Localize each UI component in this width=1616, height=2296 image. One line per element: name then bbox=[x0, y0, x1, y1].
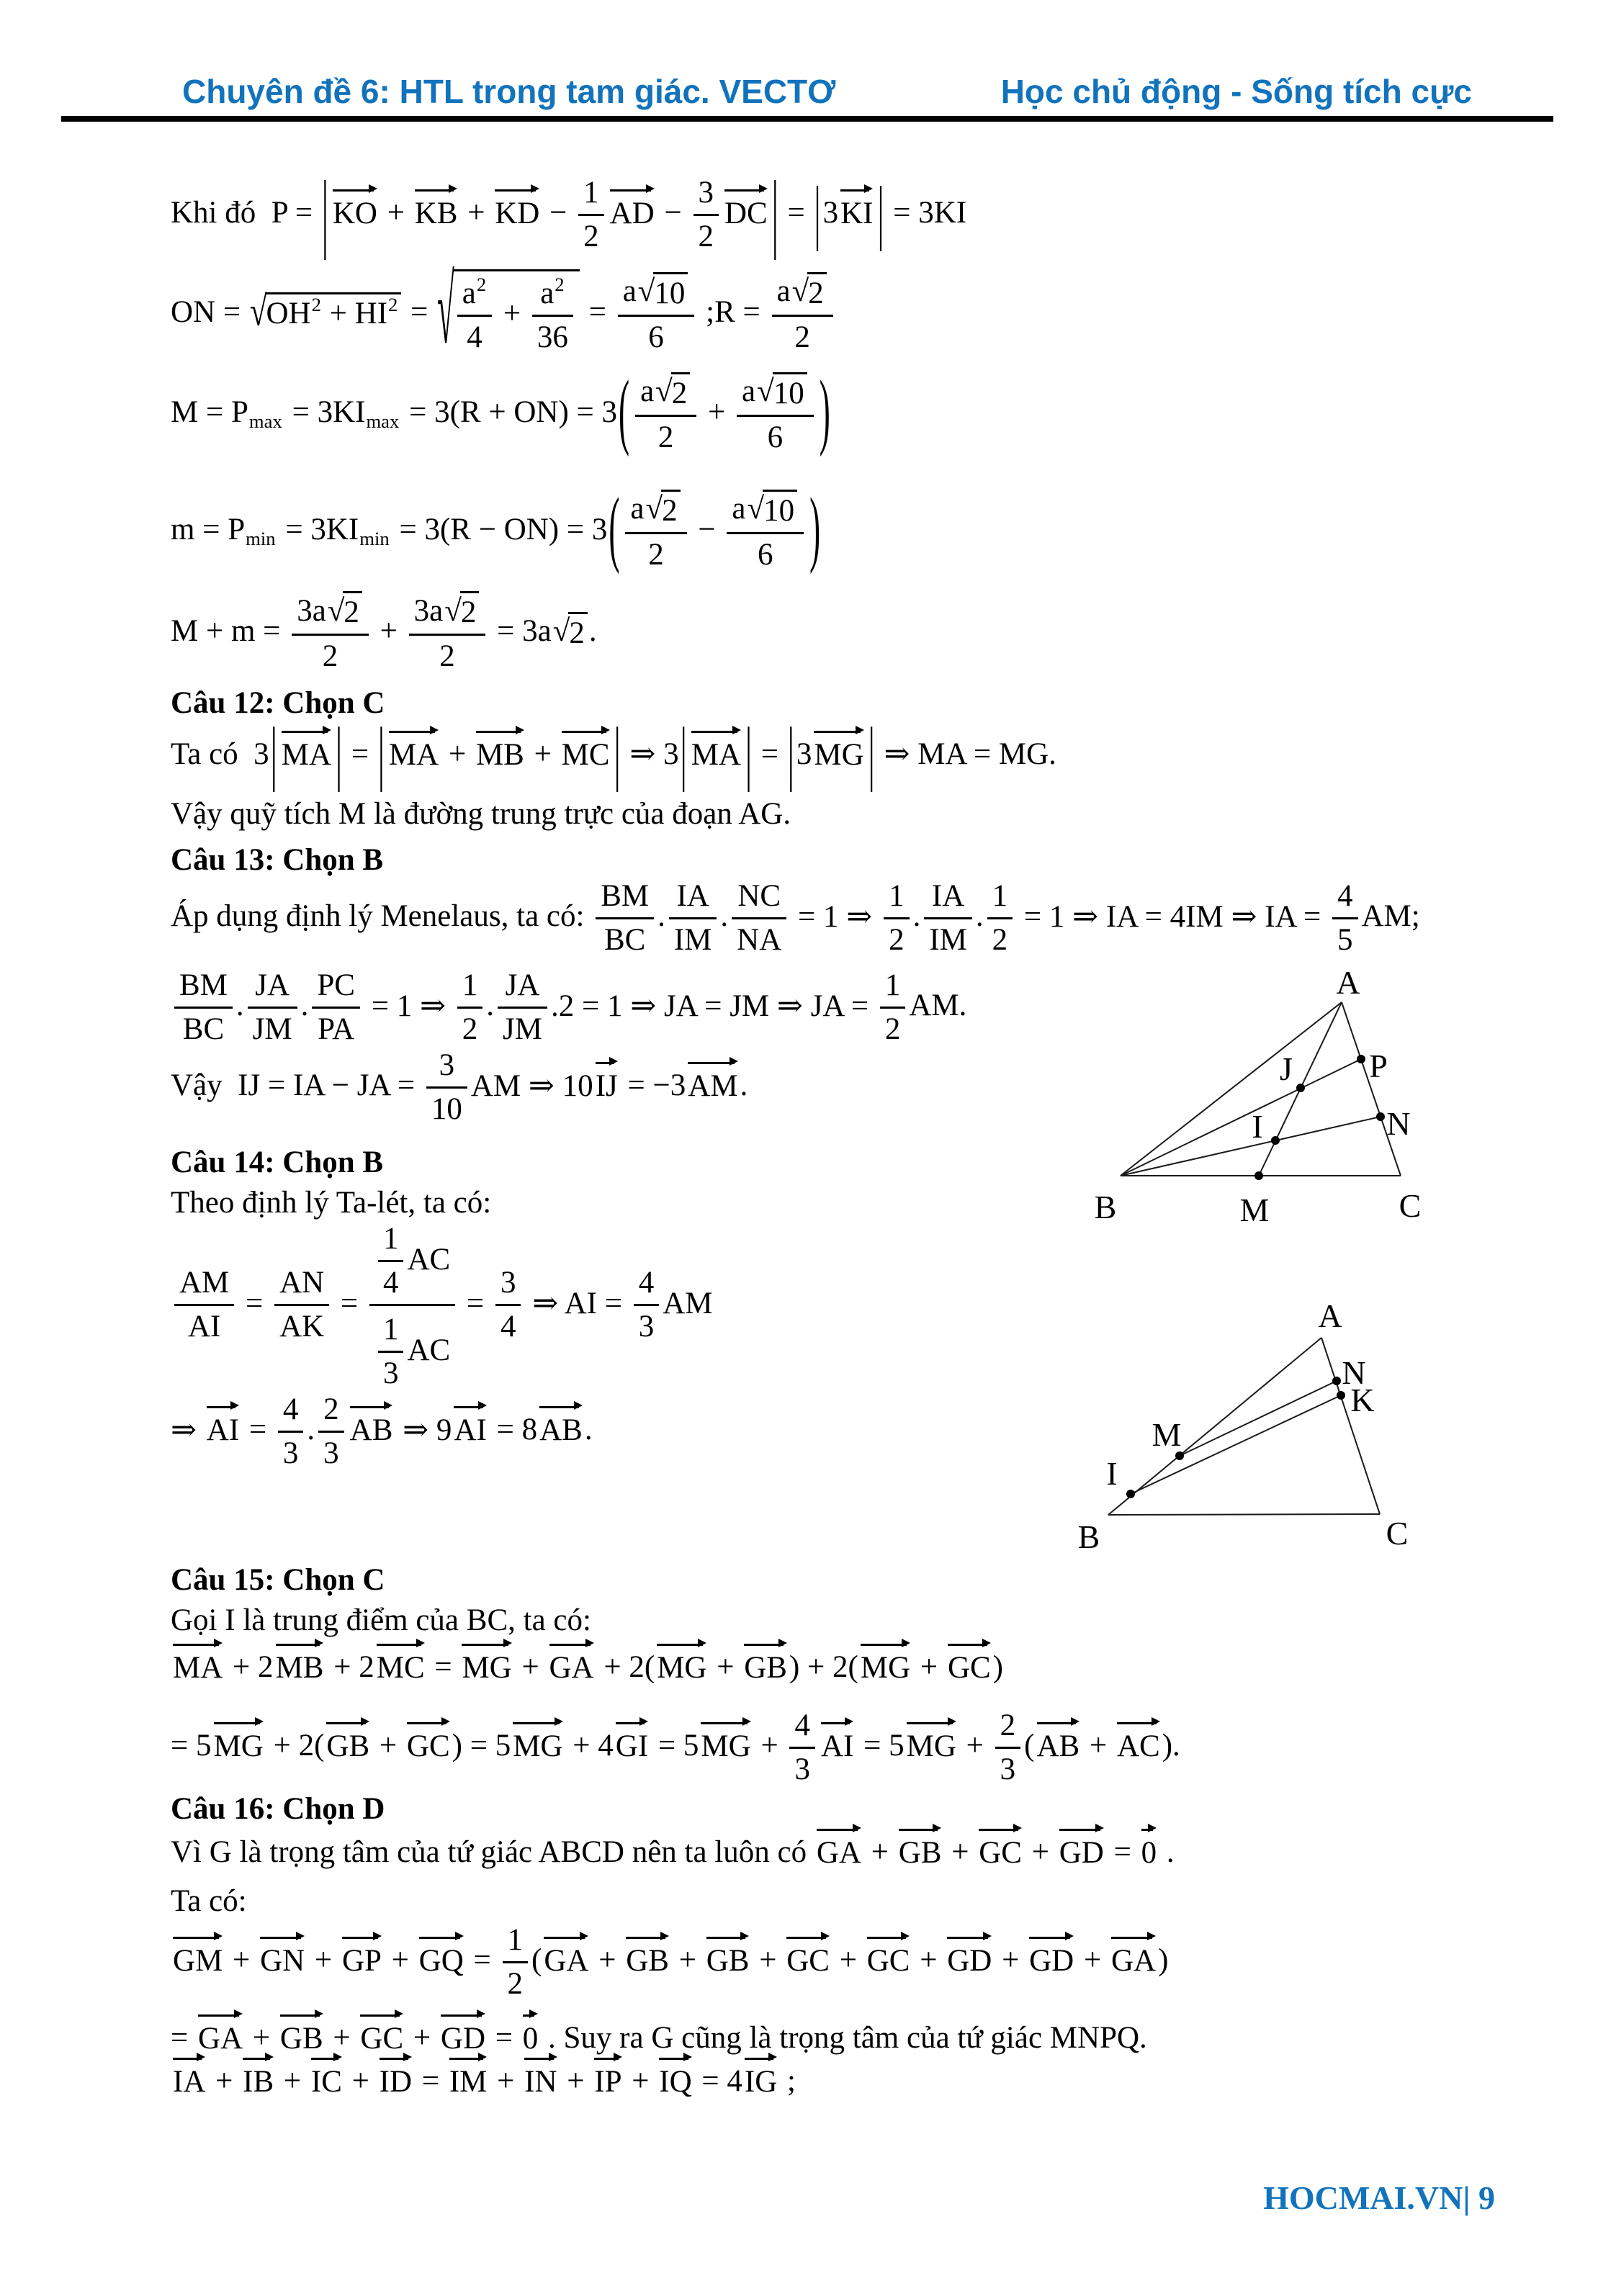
point-label-I: I bbox=[1252, 1108, 1263, 1145]
segment-BA bbox=[1108, 1338, 1321, 1515]
text-line: Gọi I là trung điểm của BC, ta có: bbox=[171, 1603, 591, 1637]
point-dot-I bbox=[1271, 1136, 1280, 1145]
point-dot-K bbox=[1337, 1391, 1345, 1400]
math-line: M + m = 3a √ 2 2 + 3a √ 2 2 = 3a √ 2 . bbox=[171, 579, 597, 683]
segment-MN bbox=[1180, 1381, 1337, 1456]
cau13-triangle-figure bbox=[1059, 943, 1520, 1231]
point-dot-J bbox=[1296, 1084, 1305, 1092]
point-dot-P bbox=[1357, 1055, 1365, 1063]
segment-BC bbox=[1108, 1514, 1380, 1515]
page-header bbox=[182, 75, 1472, 108]
question-heading: Câu 14: Chọn B bbox=[171, 1145, 384, 1179]
point-label-C: C bbox=[1386, 1515, 1409, 1552]
cau14-triangle-figure bbox=[1051, 1289, 1455, 1577]
point-dot-N bbox=[1376, 1112, 1385, 1121]
page-footer bbox=[1263, 2179, 1495, 2217]
math-line: = 5 MG + 2( GB + GC ) = 5 MG + 4 GI = 5 MG + $\frac{4}{3}$ AI = 5 MG + $\frac{2}{3}$ ( AB + AC ). bbox=[171, 1693, 1180, 1798]
math-line: $\frac{BM}{BC}$ . $\frac{JA}{JM}$ . $\frac{PC}{PA}$ = 1 ⇒ $\frac{1}{2}$ . $\frac{JA}{JM}$ .2 = 1 ⇒ JA = JM ⇒ JA = $\frac{1}{2}$ AM. bbox=[171, 953, 966, 1058]
segment-BN bbox=[1121, 1117, 1381, 1176]
point-label-M: M bbox=[1239, 1192, 1270, 1228]
point-label-J: J bbox=[1280, 1050, 1293, 1087]
point-label-N: N bbox=[1386, 1105, 1411, 1142]
math-line: Ta có 3 | MA | = | MA + MB + MC | ⇒ 3 | MA | = | 3 MG | ⇒ MA = MG. bbox=[171, 713, 1056, 793]
header-title: Chuyên đề 6: HTL trong tam giác. VECTƠ bbox=[182, 73, 836, 110]
math-line: MA + 2 MB + 2 MC = MG + GA + 2( MG + GB ) + 2( MG + GC ) bbox=[171, 1631, 1003, 1703]
point-label-A: A bbox=[1336, 964, 1360, 1001]
point-label-I: I bbox=[1106, 1455, 1118, 1492]
question-heading: Câu 12: Chọn C bbox=[171, 685, 385, 720]
math-line: Vì G là trọng tâm của tứ giác ABCD nên ta luôn có GA + GB + GC + GD = 0 . bbox=[171, 1816, 1175, 1888]
text-line: Theo định lý Ta-lét, ta có: bbox=[171, 1185, 492, 1220]
math-line: ON = √ OH $^2$ + HI $^2$ = √ a $^2$ 4 + a $^2$ 36 = a √ 10 6 ;R = a √ 2 2 bbox=[171, 258, 837, 366]
math-line: m = P $_{min}$ = 3KI $_{min}$ = 3(R − ON) = 3 ( a √ 2 2 − a √ 10 6 ) bbox=[171, 481, 821, 575]
footer-text: HOCMAI.VN| 9 bbox=[1263, 2179, 1495, 2216]
math-line: Vậy IJ = IA − JA = $\frac{3}{10}$ AM ⇒ 10 IJ = −3 AM . bbox=[171, 1033, 748, 1138]
point-label-K: K bbox=[1350, 1382, 1375, 1418]
point-label-B: B bbox=[1077, 1518, 1100, 1555]
point-label-M: M bbox=[1152, 1416, 1182, 1453]
point-label-P: P bbox=[1369, 1048, 1388, 1084]
point-label-B: B bbox=[1094, 1189, 1117, 1225]
math-line: = GA + GB + GC + GD = 0 . Suy ra G cũng là trọng tâm của tứ giác MNPQ. bbox=[171, 2002, 1147, 2074]
text-line: Vậy quỹ tích M là đường trung trực của đoạn AG. bbox=[171, 796, 791, 831]
math-line: Khi đó P = | KO + KB + KD − $\frac{1}{2}$ AD − $\frac{3}{2}$ DC | = | 3 KI | = 3KI bbox=[171, 163, 967, 261]
math-line: M = P $_{max}$ = 3KI $_{max}$ = 3(R + ON) = 3 ( a √ 2 2 + a √ 10 6 ) bbox=[171, 364, 830, 458]
segment-BA bbox=[1121, 1002, 1342, 1176]
point-label-C: C bbox=[1399, 1187, 1422, 1224]
header-slogan: Học chủ động - Sống tích cực bbox=[1000, 73, 1472, 110]
text-line: Ta có: bbox=[171, 1883, 247, 1918]
math-line: IA + IB + IC + ID = IM + IN + IP + IQ = 4 IG ; bbox=[171, 2045, 796, 2117]
math-line: GM + GN + GP + GQ = $\frac{1}{2}$ ( GA + GB + GB + GC + GC + GD + GD + GA ) bbox=[171, 1908, 1168, 2012]
point-label-A: A bbox=[1318, 1297, 1342, 1334]
point-dot-I bbox=[1126, 1490, 1135, 1498]
segment-BP bbox=[1121, 1059, 1361, 1176]
point-label-N: N bbox=[1342, 1354, 1366, 1391]
math-line: ⇒ AI = $\frac{4}{3}$ . $\frac{2}{3}$ AB ⇒ 9 AI = 8 AB . bbox=[171, 1377, 593, 1482]
header-rule bbox=[61, 116, 1553, 122]
point-dot-M bbox=[1254, 1171, 1263, 1180]
segment-AC bbox=[1342, 1002, 1401, 1176]
math-line: Áp dụng định lý Menelaus, ta có: $\frac{BM}{BC}$ . $\frac{IA}{IM}$ . $\frac{NC}{NA}$ = 1 ⇒ $\frac{1}{2}$ . $\frac{IA}{IM}$ . $\frac{1}{2}$ = 1 ⇒ IA = 4IM ⇒ IA = $\frac{4}{5}$ AM; bbox=[171, 864, 1420, 968]
question-heading: Câu 13: Chọn B bbox=[171, 842, 384, 877]
point-dot-N bbox=[1332, 1377, 1341, 1385]
question-heading: Câu 15: Chọn C bbox=[171, 1562, 385, 1597]
question-heading: Câu 16: Chọn D bbox=[171, 1791, 385, 1826]
math-line: $\frac{AM}{AI}$ = $\frac{AN}{AK}$ = $\frac{1}{4}$ AC $\frac{1}{3}$ AC = $\frac{3}{4}$ ⇒ AI = $\frac{4}{3}$ AM bbox=[171, 1199, 713, 1408]
